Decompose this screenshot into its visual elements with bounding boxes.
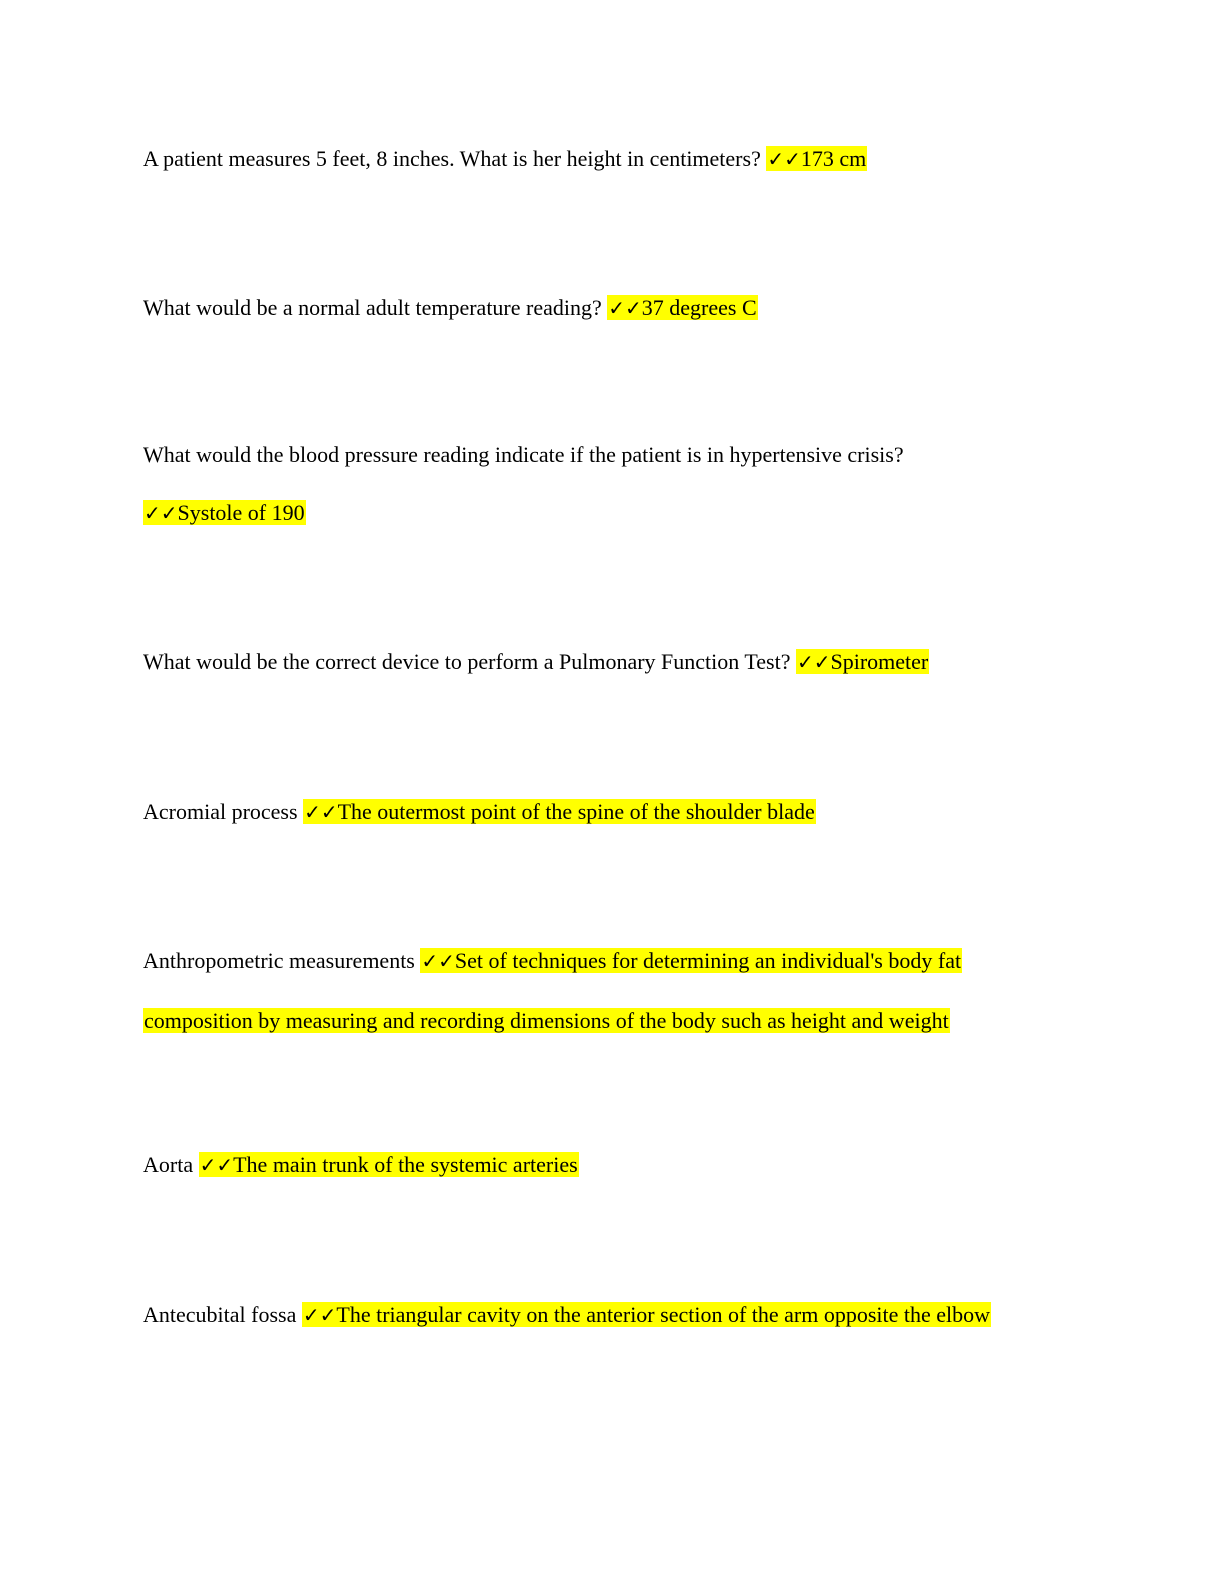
check-mark-icon: ✓✓: [767, 147, 801, 171]
check-mark-icon: ✓✓: [796, 650, 831, 674]
answer-text: The outermost point of the spine of the shoulder blade: [337, 799, 815, 824]
qa-entry-6-continuation: [143, 1005, 950, 1037]
qa-entry-3-answer: [143, 497, 306, 529]
answer-highlight: [199, 1152, 579, 1177]
check-mark-icon: ✓✓: [304, 800, 338, 824]
answer-text: Systole of 190: [177, 500, 305, 525]
answer-text: Spirometer: [830, 649, 929, 674]
answer-text: The main trunk of the systemic arteries: [233, 1152, 578, 1177]
question-text: Anthropometric measurements: [143, 948, 415, 973]
check-mark-icon: ✓✓: [199, 1153, 234, 1177]
answer-highlight: [143, 500, 306, 525]
question-text: What would be a normal adult temperature reading?: [143, 295, 602, 320]
check-mark-icon: ✓✓: [421, 949, 455, 973]
qa-entry-3-question: [143, 439, 904, 471]
check-mark-icon: ✓✓: [608, 296, 642, 320]
question-text: Antecubital fossa: [143, 1302, 297, 1327]
answer-text: Set of techniques for determining an individual's body fat: [454, 948, 962, 973]
answer-highlight: composition by measuring and recording dimensions of the body such as height and weight: [144, 1008, 949, 1033]
answer-text: The triangular cavity on the anterior section of the arm opposite the elbow: [336, 1302, 991, 1327]
check-mark-icon: ✓✓: [144, 501, 178, 525]
answer-highlight: [303, 799, 816, 824]
answer-highlight: [302, 1302, 991, 1327]
answer-highlight: [607, 295, 757, 320]
question-text: A patient measures 5 feet, 8 inches. What is her height in centimeters?: [143, 146, 761, 171]
qa-entry-4: [143, 646, 929, 678]
qa-entry-2: [143, 292, 758, 324]
qa-entry-8: [143, 1299, 991, 1331]
answer-highlight: [766, 146, 867, 171]
qa-entry-7: [143, 1149, 579, 1181]
answer-text: 173 cm: [800, 146, 867, 171]
question-text: Acromial process: [143, 799, 298, 824]
question-text: Aorta: [143, 1152, 194, 1177]
qa-entry-1: [143, 143, 867, 175]
question-text: What would be the correct device to perform a Pulmonary Function Test?: [143, 649, 791, 674]
check-mark-icon: ✓✓: [302, 1303, 337, 1327]
question-text: What would the blood pressure reading indicate if the patient is in hypertensive crisis?: [143, 442, 904, 467]
answer-highlight: [420, 948, 962, 973]
qa-entry-5: [143, 796, 816, 828]
answer-text: 37 degrees C: [641, 295, 757, 320]
answer-highlight: [796, 649, 929, 674]
qa-entry-6: [143, 945, 962, 977]
